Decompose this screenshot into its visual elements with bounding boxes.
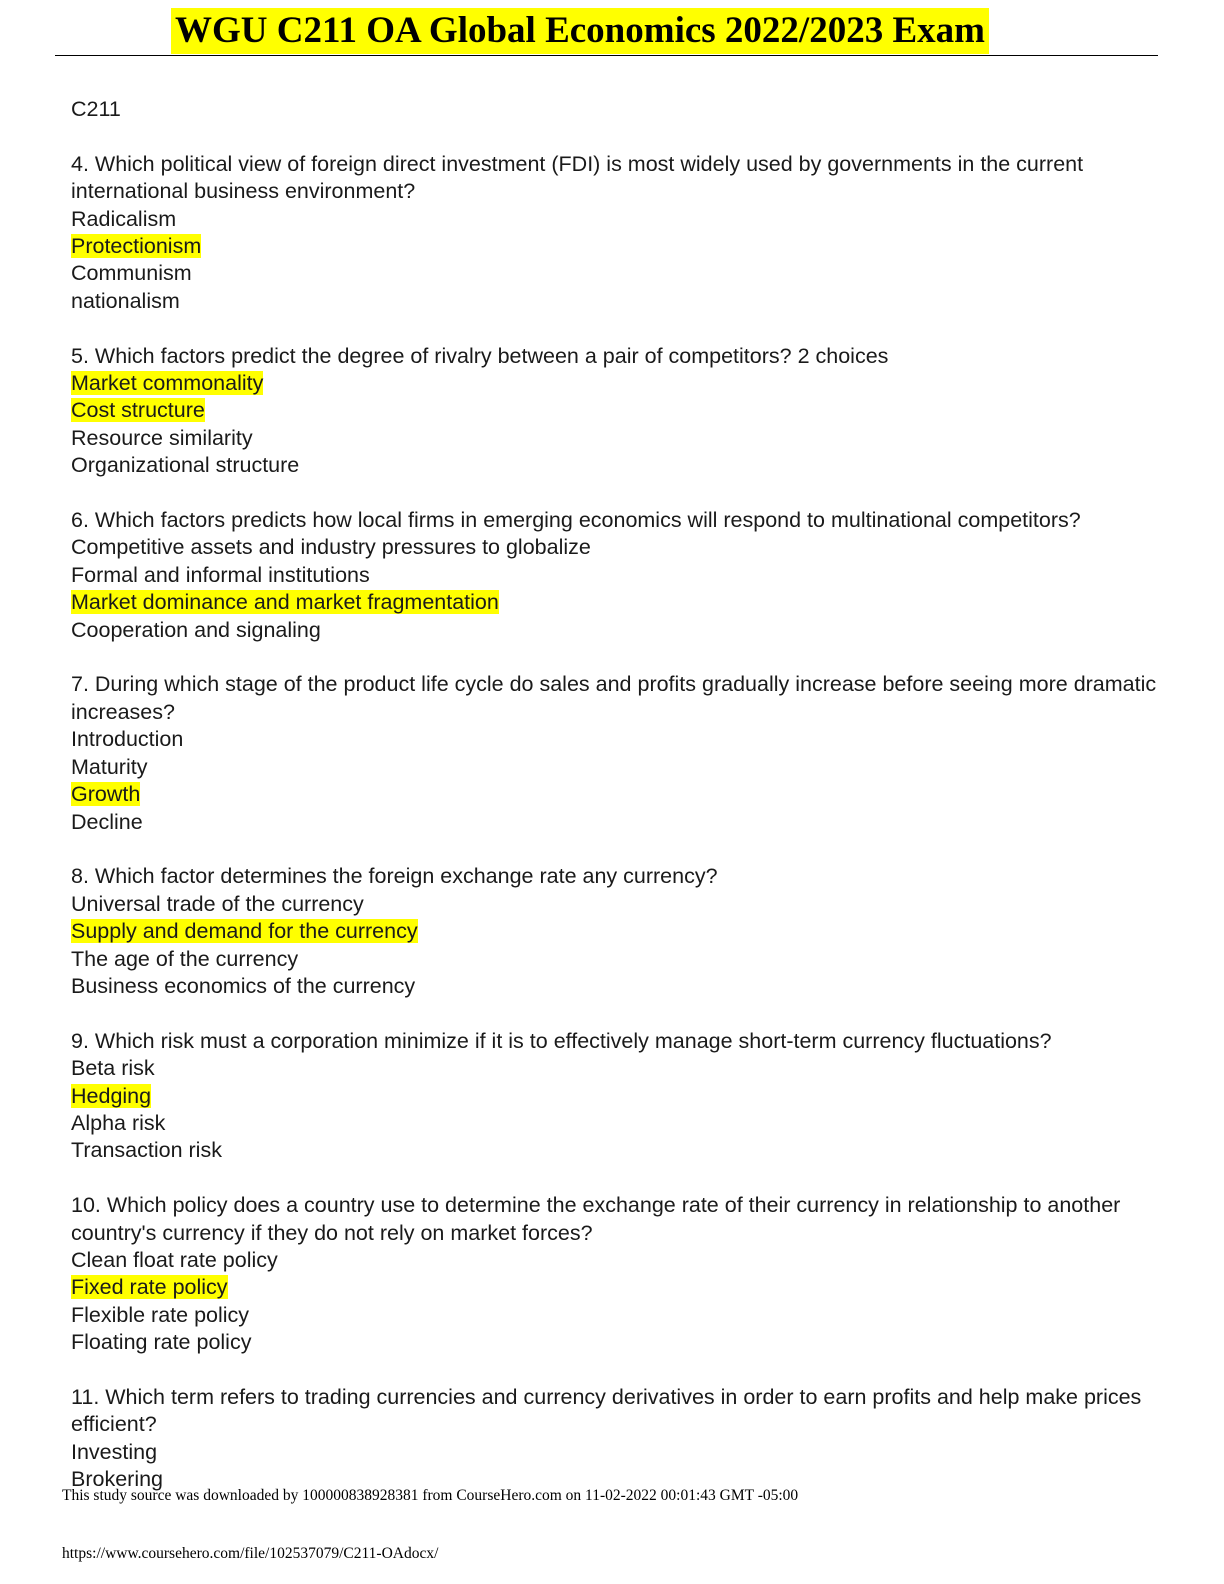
question-text: 7. During which stage of the product life cycle do sales and profits gradually increase before seeing more dramatic increases?: [71, 672, 1157, 724]
spacer: [71, 836, 1161, 863]
download-source-note: This study source was downloaded by 100000838928381 from CourseHero.com on 11-02-2022 00:01:43 GMT -05:00: [62, 1487, 799, 1504]
answer-option: [71, 946, 1161, 973]
spacer: [71, 480, 1161, 507]
document-body: [71, 96, 1161, 1494]
answer-option-label: Beta risk: [71, 1056, 155, 1081]
question-text: 10. Which policy does a country use to determine the exchange rate of their currency in relationship to another country's currency if they do not rely on market forces?: [71, 1193, 1121, 1245]
answer-option: [71, 809, 1161, 836]
question-block: [71, 671, 1161, 835]
header-divider: [55, 55, 1158, 56]
answer-option-label: Communism: [71, 261, 192, 286]
answer-option: [71, 288, 1161, 315]
answer-option-label: Universal trade of the currency: [71, 891, 364, 916]
answer-option-label: Clean float rate policy: [71, 1247, 278, 1272]
question-block: [71, 863, 1161, 1000]
spacer: [71, 644, 1161, 671]
answer-option-label: Flexible rate policy: [71, 1302, 250, 1327]
answer-option: [71, 425, 1161, 452]
answer-option: [71, 260, 1161, 287]
spacer: [71, 1357, 1161, 1384]
course-code: C211: [71, 97, 121, 121]
spacer: [71, 1165, 1161, 1192]
answer-option-highlighted: [71, 1274, 1161, 1301]
question-text: 4. Which political view of foreign direct investment (FDI) is most widely used by governments in the current international business environment?: [71, 151, 1084, 204]
source-url: https://www.coursehero.com/file/102537079/C211-OAdocx/: [62, 1545, 439, 1562]
answer-option-label: Resource similarity: [71, 425, 253, 450]
answer-option-label: Brokering: [71, 1467, 164, 1492]
spacer: [71, 315, 1161, 342]
question-block: [71, 343, 1161, 480]
answer-option-label: Alpha risk: [71, 1110, 166, 1135]
answer-option: [71, 617, 1161, 644]
answer-option-label: Protectionism: [71, 234, 202, 259]
answer-option: [71, 562, 1161, 589]
answer-option: [71, 973, 1161, 1000]
answer-option-label: Supply and demand for the currency: [71, 919, 418, 944]
question-text: 9. Which risk must a corporation minimize if it is to effectively manage short-term currency fluctuations?: [71, 1028, 1052, 1053]
answer-option-label: The age of the currency: [71, 946, 299, 971]
answer-option: [71, 1302, 1161, 1329]
answer-option-label: Formal and informal institutions: [71, 562, 370, 587]
answer-option-label: Organizational structure: [71, 453, 300, 478]
answer-option-label: Transaction risk: [71, 1138, 222, 1163]
answer-option: [71, 726, 1161, 753]
answer-option-highlighted: [71, 1083, 1161, 1110]
answer-option-label: Business economics of the currency: [71, 973, 416, 998]
answer-option-label: Cooperation and signaling: [71, 617, 321, 642]
question-text: 5. Which factors predict the degree of rivalry between a pair of competitors? 2 choices: [71, 343, 889, 368]
answer-option: [71, 206, 1161, 233]
question-text: 6. Which factors predicts how local firms in emerging economics will respond to multinational competitors?: [71, 508, 1081, 533]
answer-option-highlighted: [71, 233, 1161, 260]
title-container: [0, 8, 1160, 54]
question-block: [71, 1384, 1161, 1494]
answer-option: [71, 1110, 1161, 1137]
answer-option: [71, 452, 1161, 479]
answer-option-highlighted: [71, 589, 1161, 616]
answer-option: [71, 1329, 1161, 1356]
answer-option-label: Growth: [71, 782, 141, 807]
answer-option-label: nationalism: [71, 288, 180, 313]
spacer: [71, 1000, 1161, 1027]
answer-option: [71, 1247, 1161, 1274]
answer-option-label: Introduction: [71, 727, 184, 752]
answer-option-highlighted: [71, 397, 1161, 424]
spacer: [71, 123, 1161, 150]
question-block: [71, 1028, 1161, 1165]
answer-option: [71, 1439, 1161, 1466]
question-text: 8. Which factor determines the foreign exchange rate any currency?: [71, 864, 718, 889]
question-block: [71, 151, 1161, 315]
answer-option-label: Cost structure: [71, 398, 205, 423]
page-title: WGU C211 OA Global Economics 2022/2023 Exam: [171, 8, 989, 54]
answer-option-label: Decline: [71, 809, 143, 834]
answer-option-highlighted: [71, 918, 1161, 945]
answer-option: [71, 1055, 1161, 1082]
question-list: [71, 151, 1161, 1494]
answer-option-label: Fixed rate policy: [71, 1275, 228, 1300]
answer-option: [71, 891, 1161, 918]
answer-option-label: Floating rate policy: [71, 1330, 252, 1355]
answer-option: [71, 534, 1161, 561]
answer-option: [71, 754, 1161, 781]
answer-option-label: Competitive assets and industry pressures to globalize: [71, 535, 591, 560]
question-block: [71, 1192, 1161, 1356]
answer-option-label: Radicalism: [71, 206, 177, 231]
answer-option-highlighted: [71, 781, 1161, 808]
answer-option-label: Hedging: [71, 1083, 152, 1108]
answer-option-label: Maturity: [71, 754, 148, 779]
question-text: 11. Which term refers to trading currencies and currency derivatives in order to earn profits and help make prices efficient?: [71, 1384, 1142, 1437]
question-block: [71, 507, 1161, 644]
answer-option-label: Investing: [71, 1439, 158, 1464]
answer-option-highlighted: [71, 370, 1161, 397]
answer-option-label: Market commonality: [71, 371, 264, 396]
answer-option: [71, 1137, 1161, 1164]
answer-option-label: Market dominance and market fragmentation: [71, 590, 499, 615]
